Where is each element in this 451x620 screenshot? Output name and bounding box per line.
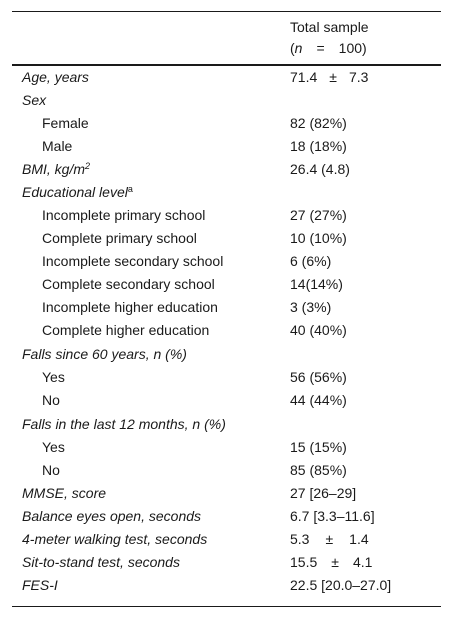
row-label: BMI, $kg/m^2$ [22, 161, 91, 177]
table-row [12, 181, 441, 204]
table-row [12, 204, 441, 227]
row-label: Complete primary school [42, 230, 197, 246]
row-label: Age, years [22, 69, 89, 85]
table-row [12, 528, 441, 551]
row-value: 5.3 ± 1.4 [290, 531, 369, 547]
table-row [12, 112, 441, 135]
row-value: 22.5 [20.0–27.0] [290, 577, 392, 593]
table-row [12, 273, 441, 296]
table-row [12, 135, 441, 158]
row-label: Incomplete primary school [42, 207, 206, 223]
table-row [12, 158, 441, 181]
row-value: 15 (15%) [290, 439, 347, 455]
table-row [12, 89, 441, 112]
table-row [12, 389, 441, 412]
row-label: Yes [42, 439, 65, 455]
table-row [12, 436, 441, 459]
row-label: Falls in the last 12 months, n (%) [22, 416, 226, 432]
row-label: MMSE, score [22, 485, 107, 501]
row-label: Yes [42, 369, 65, 385]
row-value: 6 (6%) [290, 253, 332, 269]
row-label: Educational level$^a$ [22, 184, 133, 200]
n-symbol: n [294, 40, 303, 56]
n-equals: = [316, 40, 325, 56]
row-value: 26.4 (4.8) [290, 161, 350, 177]
table-row [12, 250, 441, 273]
row-value: 40 (40%) [290, 322, 347, 338]
superscript: 2 [85, 161, 91, 171]
row-value: 85 (85%) [290, 462, 347, 478]
footnote-marker: a [127, 184, 133, 194]
table-row [12, 66, 441, 89]
row-label: Complete higher education [42, 322, 210, 338]
row-label: FES-I [22, 577, 58, 593]
row-label: Sex [22, 92, 47, 108]
row-label: Incomplete higher education [42, 299, 218, 315]
row-value: 56 (56%) [290, 369, 347, 385]
row-value: 10 (10%) [290, 230, 347, 246]
table-row [12, 343, 441, 366]
column-header-sample-size [290, 38, 367, 58]
table-row [12, 574, 441, 597]
row-label: Female [42, 115, 89, 131]
row-value: 27 (27%) [290, 207, 347, 223]
close-paren: ) [362, 40, 367, 56]
row-label: Incomplete secondary school [42, 253, 224, 269]
row-value: 6.7 [3.3–11.6] [290, 508, 375, 524]
row-value: 44 (44%) [290, 392, 347, 408]
table-top-rule [12, 11, 441, 12]
n-value: 100 [338, 40, 363, 56]
table-row [12, 505, 441, 528]
row-value: 71.4 ± 7.3 [290, 69, 369, 85]
row-value: 27 [26–29] [290, 485, 357, 501]
column-header-title: Total sample [290, 19, 369, 35]
row-value: 14(14%) [290, 276, 343, 292]
table-row [12, 296, 441, 319]
row-label: Balance eyes open, seconds [22, 508, 202, 524]
row-label: No [42, 462, 60, 478]
row-label: Male [42, 138, 73, 154]
table-row [12, 551, 441, 574]
open-paren: ( [290, 40, 295, 56]
table-row [12, 366, 441, 389]
row-label: 4-meter walking test, seconds [22, 531, 208, 547]
row-value: 82 (82%) [290, 115, 347, 131]
table-row [12, 482, 441, 505]
row-value: 18 (18%) [290, 138, 347, 154]
row-label: No [42, 392, 60, 408]
row-label: Falls since 60 years, n (%) [22, 346, 187, 362]
table-row [12, 319, 441, 342]
row-value: 15.5 ± 4.1 [290, 554, 373, 570]
table-row [12, 459, 441, 482]
row-label: Complete secondary school [42, 276, 215, 292]
row-label: Sit-to-stand test, seconds [22, 554, 180, 570]
table-bottom-rule [12, 606, 441, 607]
table-row [12, 227, 441, 250]
table-row [12, 413, 441, 436]
row-value: 3 (3%) [290, 299, 332, 315]
